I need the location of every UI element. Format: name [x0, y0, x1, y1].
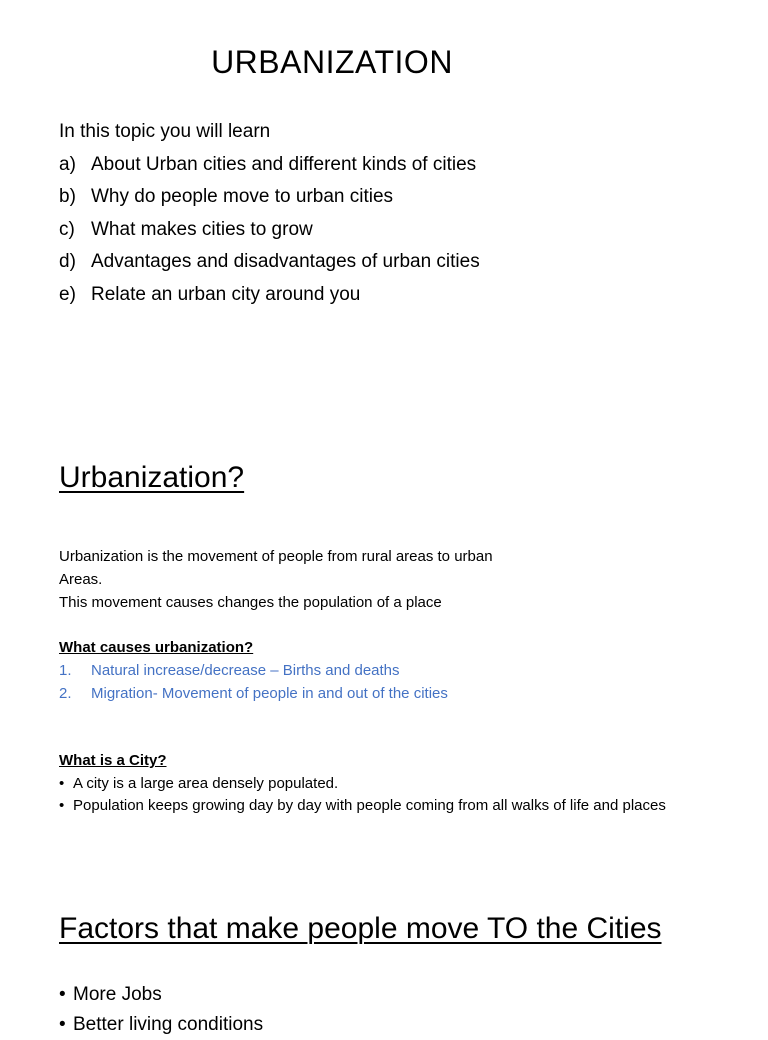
list-item [59, 246, 480, 279]
page-title: URBANIZATION [211, 44, 453, 80]
list-marker: e) [59, 283, 76, 305]
definition-line: Urbanization is the movement of people from rural areas to urban [59, 548, 493, 565]
cause-item [59, 659, 448, 682]
intro-lead: In this topic you will learn [59, 121, 271, 142]
list-item [59, 149, 480, 182]
bullet-icon: • [59, 1014, 66, 1035]
bullet-text: A city is a large area densely populated. [73, 774, 339, 792]
section-heading-factors: Factors that make people move TO the Cities [59, 912, 662, 945]
cause-item [59, 682, 448, 705]
cause-text: Natural increase/decrease – Births and deaths [91, 662, 400, 679]
list-item [59, 214, 480, 247]
bullet-item [59, 773, 666, 796]
list-item-text: About Urban cities and different kinds of cities [91, 153, 477, 175]
bullet-icon: • [59, 797, 65, 814]
list-item [59, 181, 480, 214]
list-item [59, 279, 480, 312]
cause-number: 1. [59, 662, 72, 679]
definition-line: Areas. [59, 571, 103, 588]
factor-text: Better living conditions [73, 1014, 264, 1035]
list-item-text: What makes cities to grow [91, 218, 313, 240]
list-item-text: Relate an urban city around you [91, 283, 361, 305]
list-marker: d) [59, 251, 76, 272]
list-item-text: Why do people move to urban cities [91, 186, 394, 207]
factor-item [59, 1010, 263, 1040]
city-heading: What is a City? [59, 752, 167, 769]
list-marker: c) [59, 218, 75, 240]
intro-section [59, 116, 480, 311]
cause-text: Migration- Movement of people in and out of the cities [91, 685, 448, 702]
urbanization-definition [59, 545, 493, 614]
bullet-icon: • [59, 984, 66, 1005]
city-section [59, 750, 666, 818]
list-item-text: Advantages and disadvantages of urban cities [91, 251, 480, 272]
causes-heading: What causes urbanization? [59, 639, 254, 656]
cause-number: 2. [59, 685, 72, 702]
causes-section [59, 636, 448, 705]
list-marker: b) [59, 186, 76, 207]
section-heading-urbanization: Urbanization? [59, 461, 245, 494]
bullet-icon: • [59, 774, 65, 792]
factor-item [59, 980, 263, 1010]
bullet-item [59, 795, 666, 818]
bullet-text: Population keeps growing day by day with people coming from all walks of life and places [73, 797, 666, 814]
factors-list [59, 980, 263, 1040]
list-marker: a) [59, 153, 76, 175]
factor-text: More Jobs [73, 984, 162, 1005]
definition-line: This movement causes changes the population of a place [59, 594, 442, 611]
